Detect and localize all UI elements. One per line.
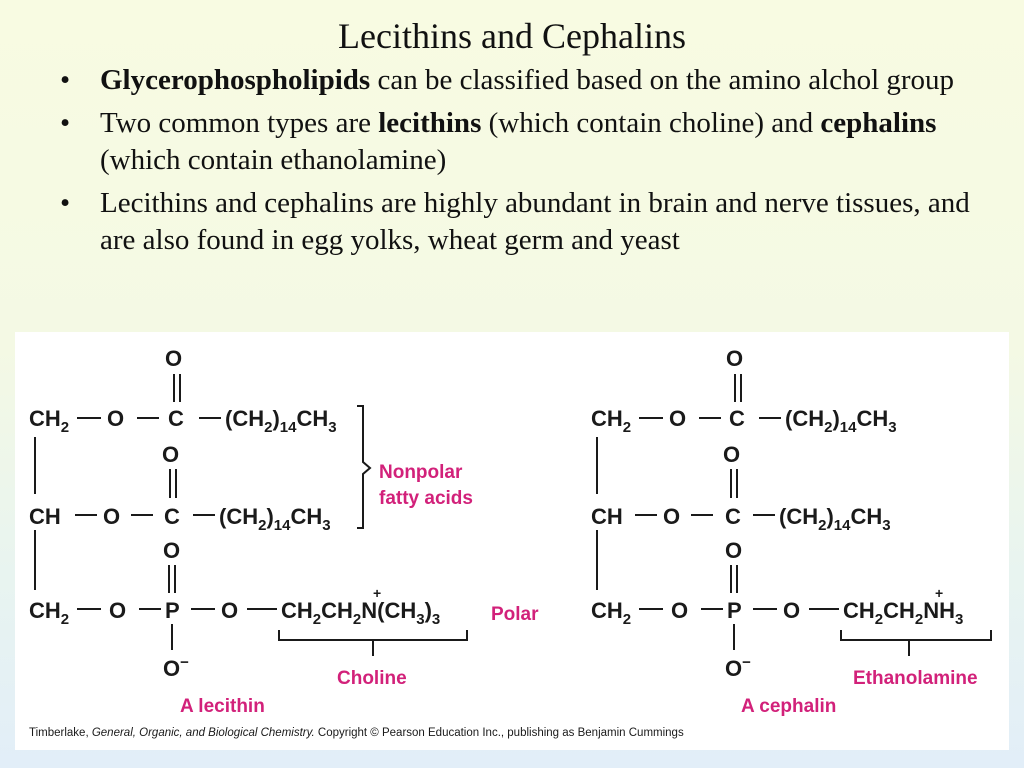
polar-label: Polar [491,604,539,625]
cephalin-labels [741,668,978,717]
carbonyl-carbon: C [729,406,745,431]
bullet-dot: • [60,64,71,96]
positive-charge: + [935,585,944,601]
backbone-ch2: $CH_2$ [29,598,70,628]
nonpolar-label: Nonpolar [379,462,463,483]
carbonyl-oxygen: O [723,442,741,467]
lecithin-caption: A lecithin [180,696,265,717]
phosphoryl-oxygen: O [725,538,743,563]
slide-title: Lecithins and Cephalins [338,16,686,56]
fatty-acid-chain: $(CH_2)_{14}CH_3$ [779,504,891,534]
lecithin-labels [180,462,539,717]
phosphoryl-oxygen: O [163,538,181,563]
phosphate-oxygen-anion: O− [725,654,751,681]
bullet-text: (which contain ethanolamine) [100,144,447,176]
bullet-text: (which contain choline) and [481,107,821,139]
fatty-acid-chain: $(CH_2)_{14}CH_3$ [219,504,331,534]
phospholipid-structures-diagram [15,332,1009,750]
copyright-credit: Timberlake, General, Organic, and Biological Chemistry. Copyright © Pearson Education Inc., publishing as Benjamin Cummings [29,727,684,739]
bullet-text: can be classified based on the amino alchol group [370,64,955,96]
bullet-item [60,105,990,179]
cephalin-caption: A cephalin [741,696,837,717]
ester-oxygen: O [109,598,127,623]
ester-oxygen: O [221,598,239,623]
fatty-acids-label: fatty acids [379,488,473,509]
bullet-bold-term: cephalins [820,107,937,139]
carbonyl-oxygen: O [726,346,744,371]
fatty-acid-chain: $(CH_2)_{14}CH_3$ [785,406,897,436]
carbonyl-carbon: C [725,504,741,529]
backbone-ch: CH [29,504,61,529]
ester-oxygen: O [669,406,687,431]
carbonyl-oxygen: O [165,346,183,371]
phosphorus: P [165,598,180,623]
bullet-text: Two common types are [100,107,379,139]
bullet-list [60,62,990,265]
ester-oxygen: O [103,504,121,529]
phosphorus: P [727,598,742,623]
bullet-item [60,62,990,99]
ester-oxygen: O [671,598,689,623]
backbone-ch: CH [591,504,623,529]
backbone-ch2: $CH_2$ [591,406,632,436]
phosphate-oxygen-anion: O− [163,654,189,681]
backbone-ch2: $CH_2$ [29,406,70,436]
ester-oxygen: O [663,504,681,529]
ethanolamine-label: Ethanolamine [853,668,978,689]
bullet-dot: • [60,107,71,139]
carbonyl-oxygen: O [162,442,180,467]
carbonyl-carbon: C [164,504,180,529]
bullet-text: Lecithins and cephalins are highly abundant in brain and nerve tissues, and are also found in egg yolks, wheat germ and yeast [100,187,970,256]
choline-group: $CH_2CH_2N(CH_3)_3$ [281,598,441,628]
cephalin-formula-text [591,346,963,681]
bullet-item [60,185,990,259]
structure-figure-panel [15,332,1009,750]
carbonyl-carbon: C [168,406,184,431]
fatty-acid-chain: $(CH_2)_{14}CH_3$ [225,406,337,436]
backbone-ch2: $CH_2$ [591,598,632,628]
bullet-bold-term: Glycerophospholipids [100,64,371,96]
ester-oxygen: O [107,406,125,431]
choline-label: Choline [337,668,407,689]
ethanolamine-group: $CH_2CH_2NH_3$ [843,598,964,628]
positive-charge: + [373,585,382,601]
ester-oxygen: O [783,598,801,623]
bullet-dot: • [60,187,71,219]
bullet-bold-term: lecithins [378,107,482,139]
lecithin-formula-text [29,346,440,681]
